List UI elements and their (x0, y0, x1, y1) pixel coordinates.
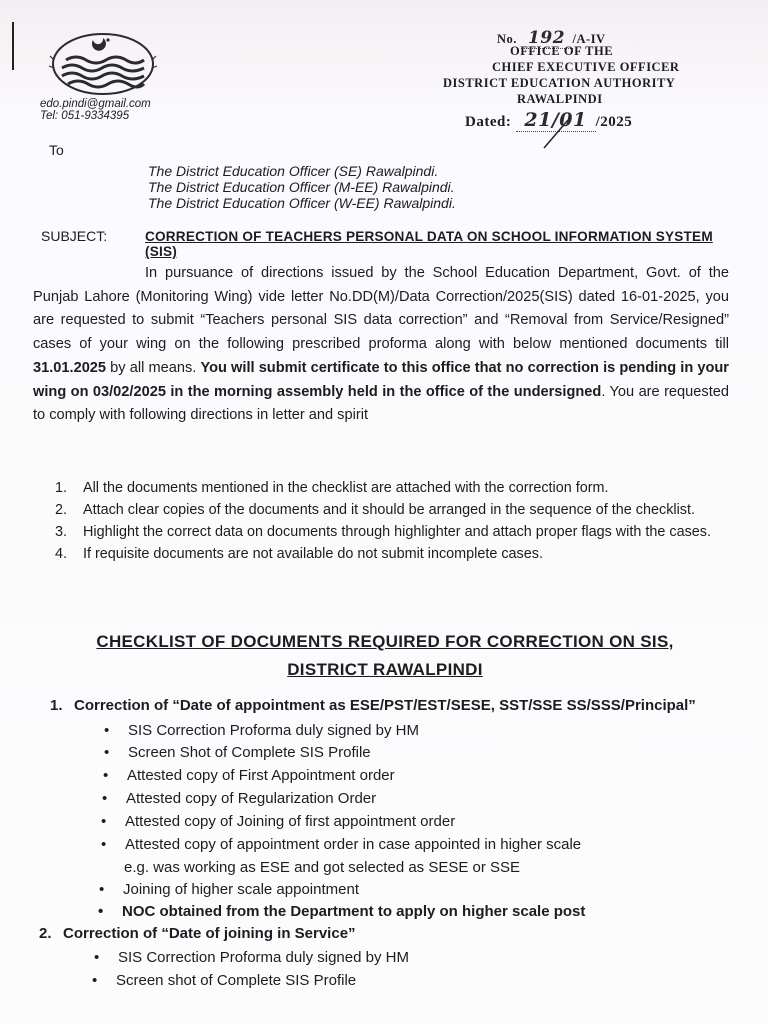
checklist-item-text: Screen Shot of Complete SIS Profile (128, 744, 371, 761)
subject-text: CORRECTION OF TEACHERS PERSONAL DATA ON SCHOOL INFORMATION SYSTEM (SIS) (145, 229, 713, 259)
date-year: /2025 (595, 114, 633, 130)
checklist-title-line-1: CHECKLIST OF DOCUMENTS REQUIRED FOR CORRECTION ON SIS, (96, 632, 674, 651)
section-title: Correction of “Date of joining in Service” (63, 925, 356, 942)
section-number: 1. (50, 697, 63, 714)
body-part-3: . You are requested to comply with following directions in letter and spirit (33, 383, 729, 424)
office-line-4: RAWALPINDI (517, 92, 603, 106)
checklist-item-text: Attested copy of appointment order in case appointed in higher scale (125, 836, 582, 853)
body-paragraph (33, 262, 729, 428)
checklist-item-text: Attested copy of Regularization Order (126, 790, 377, 807)
checklist-item: • Joining of higher scale appointment (99, 881, 359, 898)
office-line-2: CHIEF EXECUTIVE OFFICER (492, 60, 680, 74)
checklist-item-text: Attested copy of Joining of first appointment order (125, 813, 456, 830)
list-item-text: All the documents mentioned in the checklist are attached with the correction form. (83, 480, 609, 496)
checklist-item: • Attested copy of Regularization Order (102, 790, 377, 807)
checklist-item-text: SIS Correction Proforma duly signed by HM (118, 949, 409, 966)
date-handwritten: 21/01 (516, 109, 596, 132)
body-part-2: by all means. (106, 359, 201, 376)
list-item-number: 1. (55, 480, 68, 496)
checklist-item: • NOC obtained from the Department to apply on higher scale post (98, 903, 586, 920)
telephone-text: Tel: 051-9334395 (40, 110, 130, 122)
subject-label: SUBJECT: (41, 228, 108, 244)
addressee-3: The District Education Officer (W-EE) Rawalpindi. (148, 195, 456, 211)
certificate-instruction: You will submit certificate to this office that no correction is pending in your wing on 03/02/2025 in the morning assembly held in the office of the undersigned (33, 359, 729, 400)
checklist-item-text: NOC obtained from the Department to apply on higher scale post (122, 903, 586, 920)
checklist-item-continuation: e.g. was working as ESE and got selected as SESE or SSE (124, 859, 521, 876)
checklist-item: • Attested copy of First Appointment order (103, 767, 395, 784)
reference-number-handwritten: 192 (521, 28, 573, 49)
contact-info (40, 98, 151, 122)
checklist-item: • Attested copy of appointment order in case appointed in higher scale (101, 836, 582, 853)
list-item (55, 481, 730, 496)
list-item (55, 547, 730, 562)
signature-stroke (538, 118, 578, 150)
list-item-text: Attach clear copies of the documents and it should be arranged in the sequence of the checklist. (83, 502, 695, 518)
checklist-section-2-heading (39, 925, 356, 942)
list-item-number: 3. (55, 524, 68, 540)
office-line-3: DISTRICT EDUCATION AUTHORITY (443, 76, 676, 90)
checklist-item: • Screen shot of Complete SIS Profile (92, 972, 357, 989)
reference-number-suffix: /A-IV (572, 32, 606, 46)
directions-list (55, 481, 730, 569)
section-title: Correction of “Date of appointment as ESE/PST/EST/SESE, SST/SSE SS/SSS/Principal” (74, 697, 696, 714)
reference-number-label: No. (497, 32, 517, 46)
checklist-title (40, 628, 730, 684)
addressee-1: The District Education Officer (SE) Rawalpindi. (148, 163, 439, 179)
checklist-section-1-heading (50, 697, 696, 714)
checklist-item-text: Joining of higher scale appointment (123, 881, 359, 898)
office-line-1: OFFICE OF THE (510, 44, 614, 58)
list-item (55, 525, 730, 540)
to-label: To (49, 142, 64, 158)
checklist-item-text: Attested copy of First Appointment order (127, 767, 395, 784)
deadline-date: 31.01.2025 (33, 359, 107, 376)
email-text: edo.pindi@gmail.com (40, 98, 151, 110)
list-item-number: 2. (55, 502, 68, 518)
checklist-item: • Attested copy of Joining of first appointment order (101, 813, 456, 830)
checklist-item: • Screen Shot of Complete SIS Profile (104, 744, 371, 761)
date-label: Dated: (465, 114, 512, 130)
list-item-text: Highlight the correct data on documents through highlighter and attach proper flags with the cases. (83, 524, 711, 540)
government-emblem-icon (48, 30, 158, 102)
checklist-item: • SIS Correction Proforma duly signed by HM (94, 949, 409, 966)
checklist-title-line-2: DISTRICT RAWALPINDI (287, 660, 483, 679)
checklist-item-text: SIS Correction Proforma duly signed by HM (128, 722, 419, 739)
list-item (55, 503, 730, 518)
list-item-text: If requisite documents are not available do not submit incomplete cases. (83, 546, 543, 562)
checklist-item-text: Screen shot of Complete SIS Profile (116, 972, 357, 989)
list-item-number: 4. (55, 546, 68, 562)
body-part-1: In pursuance of directions issued by the School Education Department, Govt. of the Punjab Lahore (Monitoring Wing) vide letter No.DD(M)/Data Correction/2025(SIS) dated 16-01-2025, you are requested to submit “Teachers personal SIS data correction” and “Removal from Service/Resigned” cases of your wing on the following prescribed proforma along with below mentioned documents till (33, 265, 729, 353)
section-number: 2. (39, 925, 52, 942)
page-edge-mark (12, 22, 14, 70)
checklist-item: • SIS Correction Proforma duly signed by HM (104, 722, 419, 739)
addressee-2: The District Education Officer (M-EE) Rawalpindi. (148, 179, 455, 195)
